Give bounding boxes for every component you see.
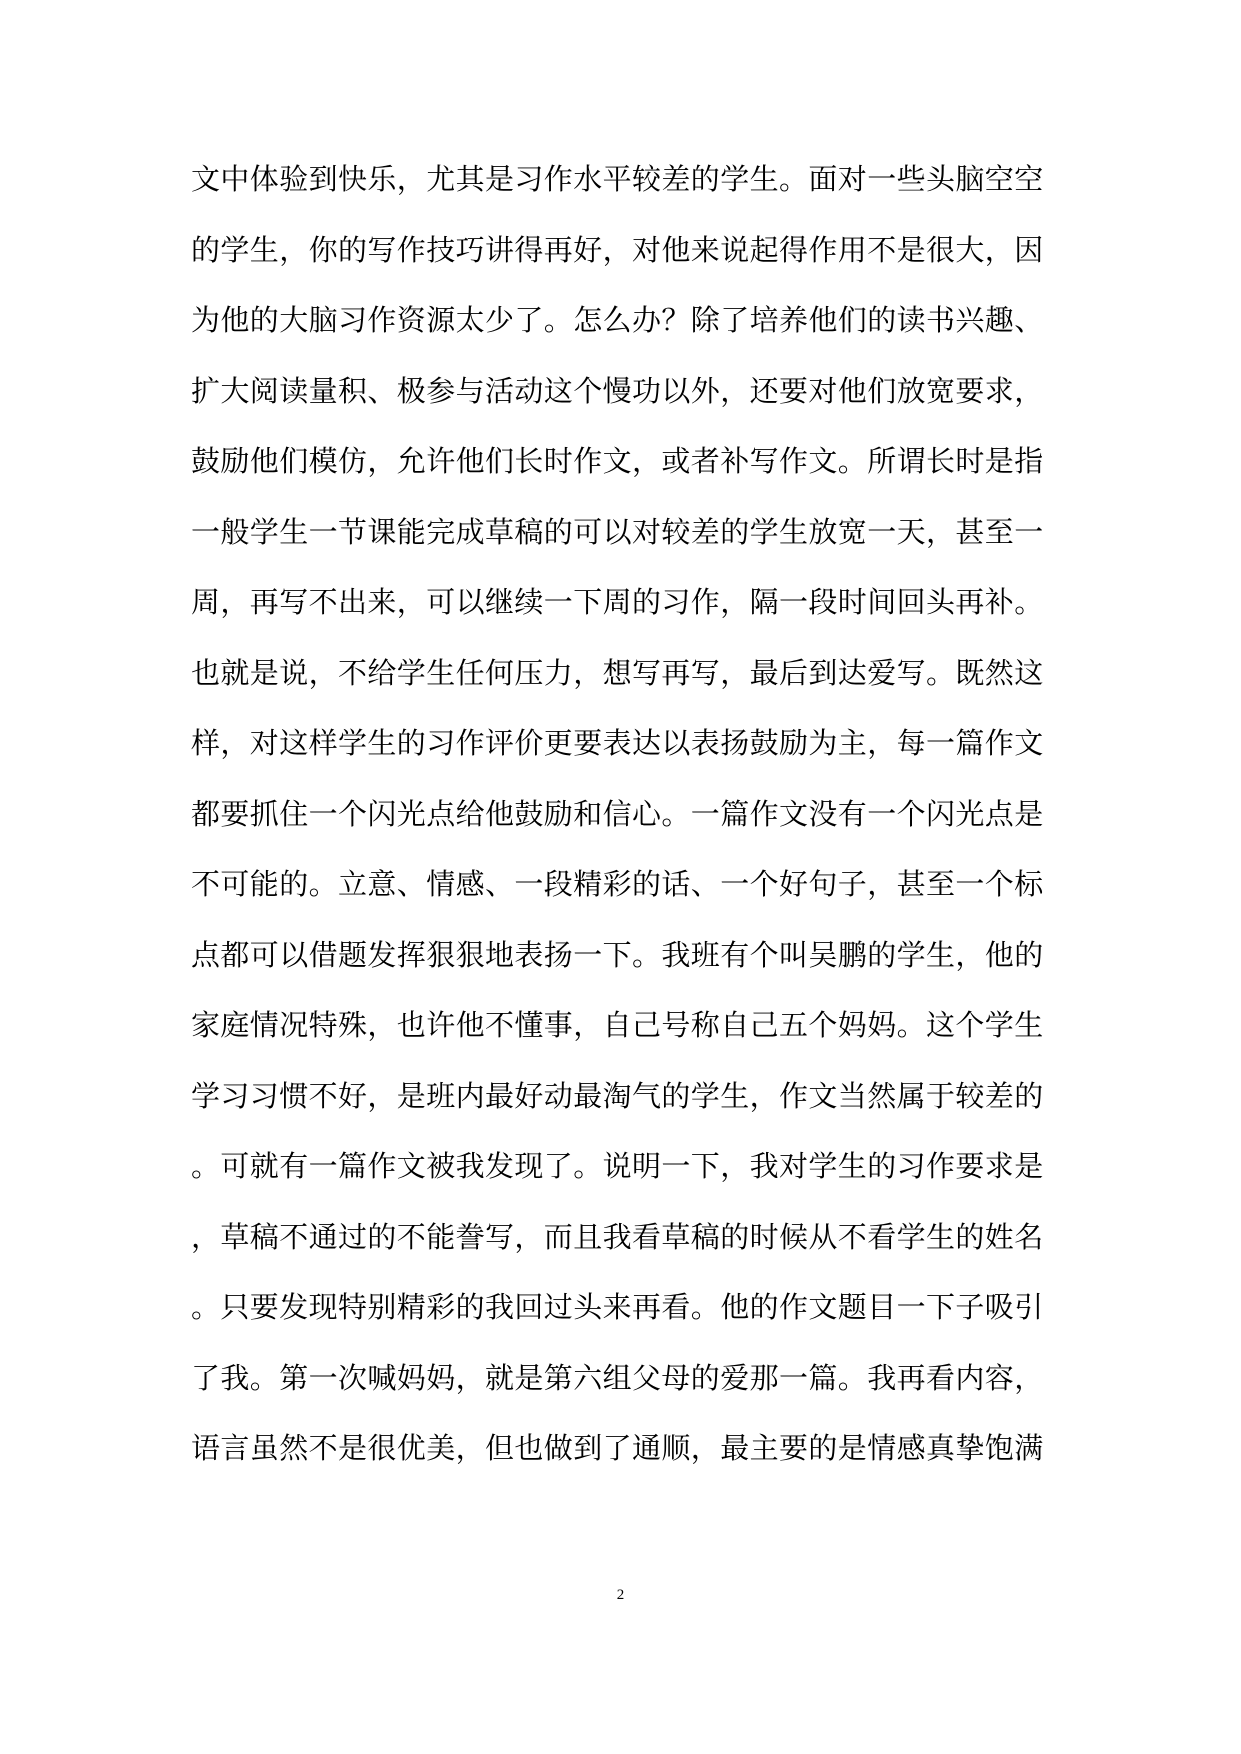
text-line: 一般学生一节课能完成草稿的可以对较差的学生放宽一天，甚至一 (191, 514, 1044, 549)
text-line: 的学生，你的写作技巧讲得再好，对他来说起得作用不是很大，因 (191, 232, 1044, 267)
text-line: 都要抓住一个闪光点给他鼓励和信心。一篇作文没有一个闪光点是 (191, 796, 1044, 831)
body-text (191, 150, 1051, 1490)
text-line: 点都可以借题发挥狠狠地表扬一下。我班有个叫吴鹏的学生，他的 (191, 937, 1044, 972)
text-line: 文中体验到快乐，尤其是习作水平较差的学生。面对一些头脑空空 (191, 162, 1044, 196)
page-number: 2 (616, 1587, 625, 1603)
text-line: ，草稿不通过的不能誊写，而且我看草稿的时候从不看学生的姓名 (191, 1219, 1044, 1254)
text-line: 了我。第一次喊妈妈，就是第六组父母的爱那一篇。我再看内容， (191, 1360, 1044, 1395)
text-line: 学习习惯不好，是班内最好动最淘气的学生，作文当然属于较差的 (191, 1078, 1044, 1113)
text-line: 。只要发现特别精彩的我回过头来再看。他的作文题目一下子吸引 (191, 1290, 1044, 1324)
text-line: 为他的大脑习作资源太少了。怎么办？除了培养他们的读书兴趣、 (191, 303, 1044, 337)
text-line: 也就是说，不给学生任何压力，想写再写，最后到达爱写。既然这 (191, 655, 1044, 690)
text-line: 语言虽然不是很优美，但也做到了通顺，最主要的是情感真挚饱满 (191, 1431, 1044, 1465)
text-line: 不可能的。立意、情感、一段精彩的话、一个好句子，甚至一个标 (191, 867, 1044, 901)
text-line: 样，对这样学生的习作评价更要表达以表扬鼓励为主，每一篇作文 (191, 726, 1044, 760)
text-line: 家庭情况特殊，也许他不懂事，自己号称自己五个妈妈。这个学生 (191, 1008, 1044, 1042)
text-line: 扩大阅读量积、极参与活动这个慢功以外，还要对他们放宽要求， (191, 373, 1044, 408)
text-line: 鼓励他们模仿，允许他们长时作文，或者补写作文。所谓长时是指 (191, 444, 1044, 478)
text-line: 。可就有一篇作文被我发现了。说明一下，我对学生的习作要求是 (191, 1149, 1044, 1183)
text-line: 周，再写不出来，可以继续一下周的习作，隔一段时间回头再补。 (191, 585, 1044, 619)
